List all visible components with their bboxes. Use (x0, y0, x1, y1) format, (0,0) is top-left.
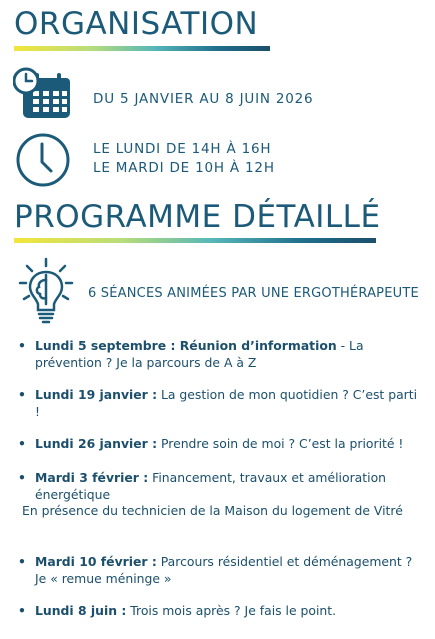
list-item (18, 554, 423, 587)
bullet: • (18, 470, 26, 485)
calendar-clock-icon (13, 66, 73, 122)
item-title: Réunion d’information (175, 338, 337, 353)
item-text: Prendre soin de moi ? C’est la priorité ! (157, 436, 404, 451)
schedule-line-2: LE MARDI DE 10H À 12H (93, 160, 275, 176)
item-date: Lundi 19 janvier : (35, 387, 158, 402)
item-note: En présence du technicien de la Maison du logement de Vitré (22, 503, 403, 518)
list-item (18, 436, 423, 453)
item-text: La gestion de mon quotidien ? C’est parti ! (35, 387, 418, 419)
organisation-title: ORGANISATION (14, 6, 259, 42)
bullet: • (18, 338, 26, 353)
organisation-underline (14, 46, 270, 51)
bullet: • (18, 387, 26, 402)
item-date: Lundi 5 septembre : (35, 338, 176, 353)
programme-title: PROGRAMME DÉTAILLÉ (14, 199, 381, 235)
organisation-dates: DU 5 JANVIER AU 8 JUIN 2026 (93, 91, 314, 107)
list-item (18, 603, 423, 620)
item-text: Parcours résidentiel et déménagement ? Je « remue méninge » (35, 554, 413, 586)
bullet: • (18, 554, 26, 569)
bullet: • (18, 603, 26, 618)
item-date: Lundi 26 janvier : (35, 436, 158, 451)
item-date: Lundi 8 juin : (35, 603, 127, 618)
item-text: Financement, travaux et amélioration énergétique (35, 470, 386, 502)
lightbulb-brain-icon (17, 256, 75, 332)
list-item (18, 387, 423, 420)
clock-icon (14, 131, 72, 189)
schedule-line-1: LE LUNDI DE 14H À 16H (93, 141, 272, 157)
item-date: Mardi 3 février : (35, 470, 149, 485)
seances-description: 6 SÉANCES ANIMÉES PAR UNE ERGOTHÉRAPEUTE (88, 286, 419, 301)
list-item (18, 470, 423, 520)
item-text: Trois mois après ? Je fais le point. (126, 603, 337, 618)
bullet: • (18, 436, 26, 451)
programme-underline (14, 238, 376, 243)
list-item (18, 338, 423, 371)
item-date: Mardi 10 février : (35, 554, 157, 569)
item-text: - La prévention ? Je la parcours de A à Z (35, 338, 364, 370)
